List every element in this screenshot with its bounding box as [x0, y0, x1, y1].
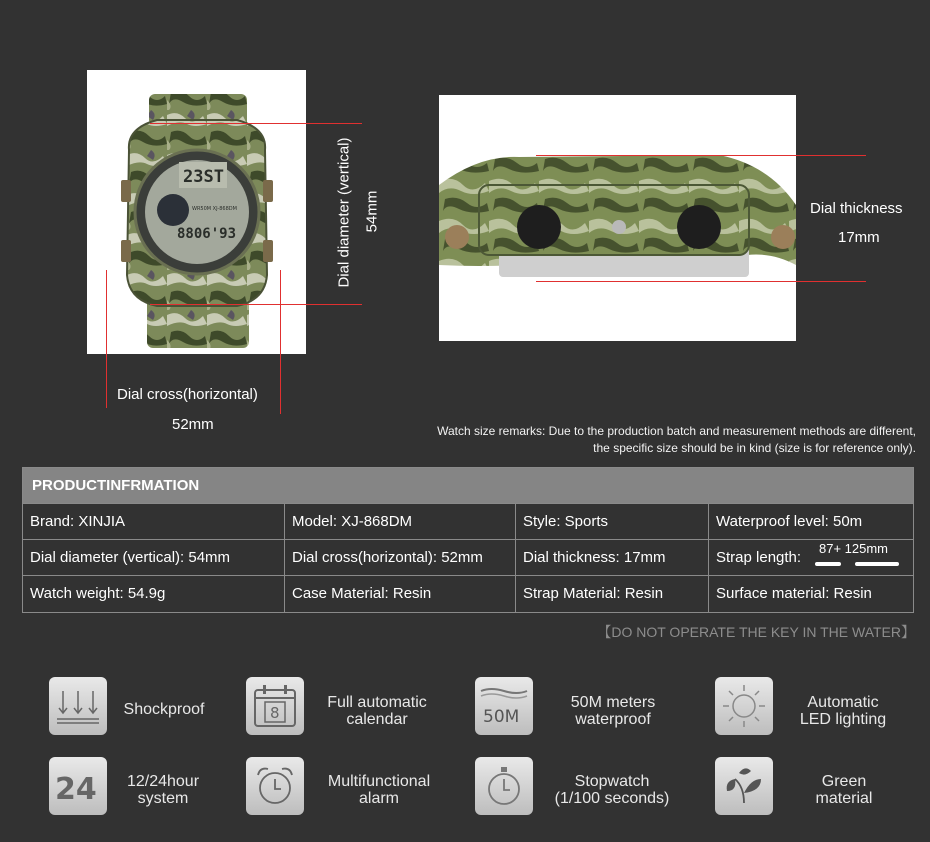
watch-front-photo — [87, 70, 306, 354]
watch-front-illustration — [87, 70, 306, 354]
feature-green-material — [794, 773, 894, 807]
watch-digits: 8806'93 — [177, 226, 237, 242]
feature-led-line1: Automatic — [807, 694, 879, 711]
feature-hour-system — [108, 773, 218, 807]
feature-hour-system-line2: system — [137, 790, 189, 807]
product-info-title: PRODUCTINFRMATION — [23, 468, 913, 504]
waterproof-cell: Waterproof level: 50m — [716, 513, 863, 530]
size-remarks-line2: the specific size should be in kind (size is for reference only). — [593, 441, 916, 455]
feature-calendar — [314, 694, 440, 728]
vertical-dimension-label: Dial diameter (vertical) — [335, 137, 353, 288]
alarm-clock-icon — [246, 757, 304, 815]
case-material-cell: Case Material: Resin — [285, 576, 516, 612]
dial-cross-cell: Dial cross(horizontal): 52mm — [285, 540, 516, 575]
feature-alarm-line2: alarm — [358, 790, 399, 807]
table-row — [23, 540, 913, 576]
table-row — [23, 504, 913, 540]
feature-stopwatch — [546, 773, 678, 807]
watch-weight-cell: Watch weight: 54.9g — [23, 576, 285, 612]
waterproof-icon-glyph: 50M — [483, 707, 520, 727]
brand-cell: Brand: XINJIA — [23, 504, 285, 539]
calendar-icon — [246, 677, 304, 735]
feature-green-material-line2: material — [815, 790, 873, 807]
size-remarks — [437, 423, 916, 457]
model-cell: Model: XJ-868DM — [285, 504, 516, 539]
size-remarks-line1: Watch size remarks: Due to the production batch and measurement methods are different, — [437, 424, 916, 438]
table-row — [23, 576, 913, 612]
thickness-value: 17mm — [838, 229, 880, 246]
feature-hour-system-line1: 12/24hour — [126, 773, 200, 790]
feature-alarm — [314, 773, 444, 807]
strap-illustration — [815, 561, 899, 567]
24-hour-icon — [49, 757, 107, 815]
shockproof-icon — [49, 677, 107, 735]
feature-waterproof — [553, 694, 673, 728]
feature-shockproof — [112, 701, 216, 718]
product-info-table — [22, 467, 914, 613]
horizontal-right-line — [280, 270, 281, 414]
feature-led-line2: LED lighting — [799, 711, 887, 728]
style-cell: Style: Sports — [516, 504, 709, 539]
feature-alarm-line1: Multifunctional — [327, 773, 431, 790]
thickness-top-line — [536, 155, 866, 156]
dial-thickness-cell: Dial thickness: 17mm — [516, 540, 709, 575]
24-hour-icon-glyph: 24 — [55, 772, 97, 807]
feature-green-material-line1: Green — [821, 773, 867, 790]
strap-material-cell: Strap Material: Resin — [516, 576, 709, 612]
thickness-bottom-line — [536, 281, 866, 282]
strap-length-cell — [709, 540, 913, 575]
calendar-icon-glyph: 8 — [270, 704, 280, 722]
watch-side-photo — [439, 95, 796, 341]
horizontal-dimension-value: 52mm — [172, 416, 214, 433]
watch-side-illustration — [439, 95, 796, 341]
leaf-icon — [715, 757, 773, 815]
waterproof-icon — [475, 677, 533, 735]
vertical-top-line — [150, 123, 362, 124]
feature-shockproof-line1: Shockproof — [123, 701, 205, 718]
thickness-label: Dial thickness — [810, 200, 903, 217]
feature-waterproof-line1: 50M meters — [570, 694, 656, 711]
feature-calendar-line2: calendar — [346, 711, 408, 728]
dial-diameter-cell: Dial diameter (vertical): 54mm — [23, 540, 285, 575]
water-key-notice: 【DO NOT OPERATE THE KEY IN THE WATER】 — [597, 624, 915, 640]
sun-icon — [715, 677, 773, 735]
strap-length-values: 87+ 125mm — [819, 541, 889, 556]
feature-calendar-line1: Full automatic — [327, 694, 427, 711]
feature-waterproof-line2: waterproof — [575, 711, 651, 728]
stopwatch-icon — [475, 757, 533, 815]
watch-model-mark: WR50M XJ-868DM — [192, 206, 237, 212]
surface-material-cell: Surface material: Resin — [716, 585, 872, 602]
horizontal-left-line — [106, 270, 107, 408]
vertical-bottom-line — [150, 304, 362, 305]
horizontal-dimension-label: Dial cross(horizontal) — [117, 386, 258, 403]
vertical-dimension-value: 54mm — [363, 190, 381, 233]
feature-stopwatch-line2: (1/100 seconds) — [554, 790, 670, 807]
watch-time-display: 23ST — [183, 167, 224, 187]
feature-led — [786, 694, 900, 728]
feature-stopwatch-line1: Stopwatch — [574, 773, 650, 790]
strap-length-label: Strap length: — [716, 549, 802, 566]
